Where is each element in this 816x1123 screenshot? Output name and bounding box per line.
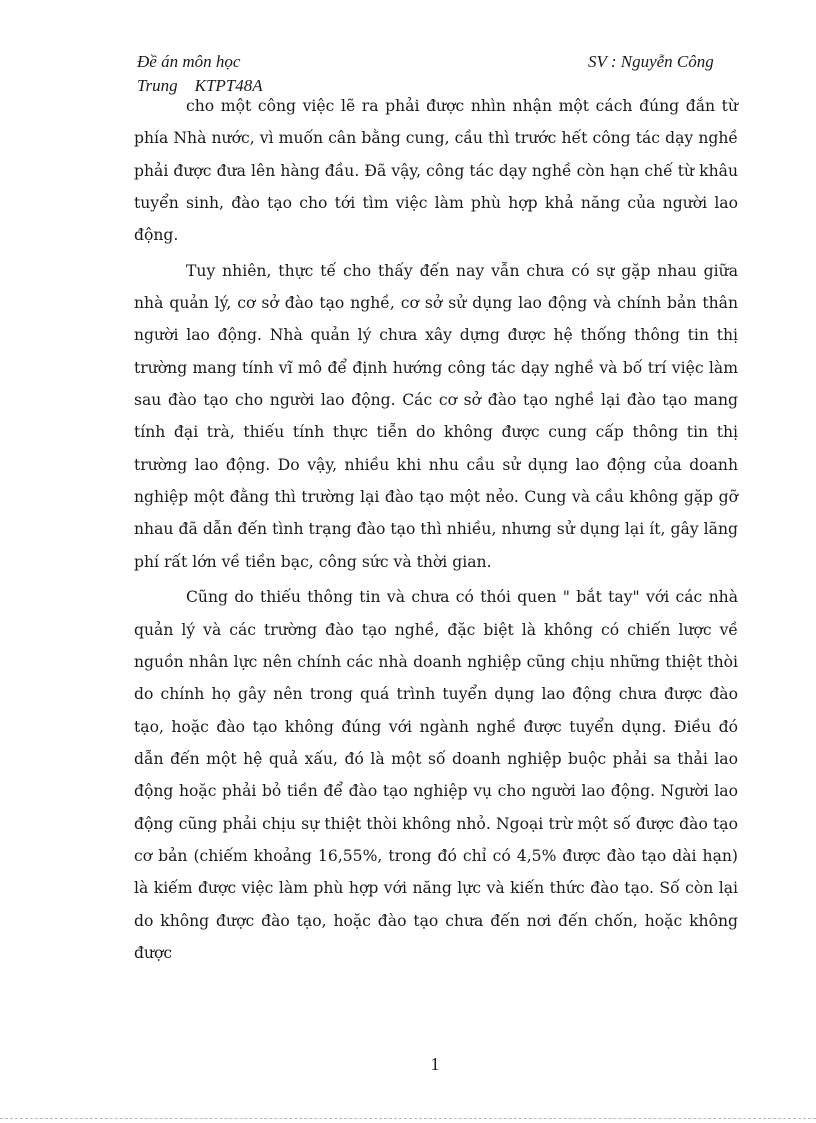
paragraph-1: cho một công việc lẽ ra phải được nhìn nhận một cách đúng đắn từ phía Nhà nước, vì muốn cân bằng cung, cầu thì trước hết công tác dạy nghề phải được đưa lên hàng đầu. Đã vậy, công tác dạy nghề còn hạn chế từ khâu tuyển sinh, đào tạo cho tới tìm việc làm phù hợp khả năng của người lao động. [134, 97, 738, 245]
header-student-name: SV : Nguyễn Công [588, 52, 714, 71]
document-body [134, 90, 738, 972]
paragraph-2: Tuy nhiên, thực tế cho thấy đến nay vẫn chưa có sự gặp nhau giữa nhà quản lý, cơ sở đào tạo nghề, cơ sở sử dụng lao động và chính bản thân người lao động. Nhà quản lý chưa xây dựng được hệ thống thông tin thị trường mang tính vĩ mô để định hướng công tác dạy nghề và bố trí việc làm sau đào tạo cho người lao động. Các cơ sở đào tạo nghề lại đào tạo mang tính đại trà, thiếu tính thực tiễn do không được cung cấp thông tin thị trường lao động. Do vậy, nhiều khi nhu cầu sử dụng lao động của doanh nghiệp một đằng thì trường lại đào tạo một nẻo. Cung và cầu không gặp gỡ nhau đã dẫn đến tình trạng đào tạo thì nhiều, nhưng sử dụng lại ít, gây lãng phí rất lớn về tiền bạc, công sức và thời gian. [134, 261, 738, 571]
page-number: 1 [430, 1054, 440, 1074]
header-class-code: Trung KTPT48A [137, 76, 263, 95]
paragraph-3: Cũng do thiếu thông tin và chưa có thói quen " bắt tay" với các nhà quản lý và các trường đào tạo nghề, đặc biệt là không có chiến lược về nguồn nhân lực nên chính các nhà doanh nghiệp cũng chịu những thiệt thòi do chính họ gây nên trong quá trình tuyển dụng lao động chưa được đào tạo, hoặc đào tạo không đúng với ngành nghề được tuyển dụng. Điều đó dẫn đến một hệ quả xấu, đó là một số doanh nghiệp buộc phải sa thải lao động hoặc phải bỏ tiền để đào tạo nghiệp vụ cho người lao động. Người lao động cũng phải chịu sự thiệt thòi không nhỏ. Ngoại trừ một số được đào tạo cơ bản (chiếm khoảng 16,55%, trong đó chỉ có 4,5% được đào tạo dài hạn) là kiếm được việc làm phù hợp với năng lực và kiến thức đào tạo. Số còn lại do không được đào tạo, hoặc đào tạo chưa đến nơi đến chốn, hoặc không được [134, 588, 738, 962]
header-course-title: Đề án môn học [137, 52, 241, 71]
footer-divider [0, 1118, 816, 1119]
